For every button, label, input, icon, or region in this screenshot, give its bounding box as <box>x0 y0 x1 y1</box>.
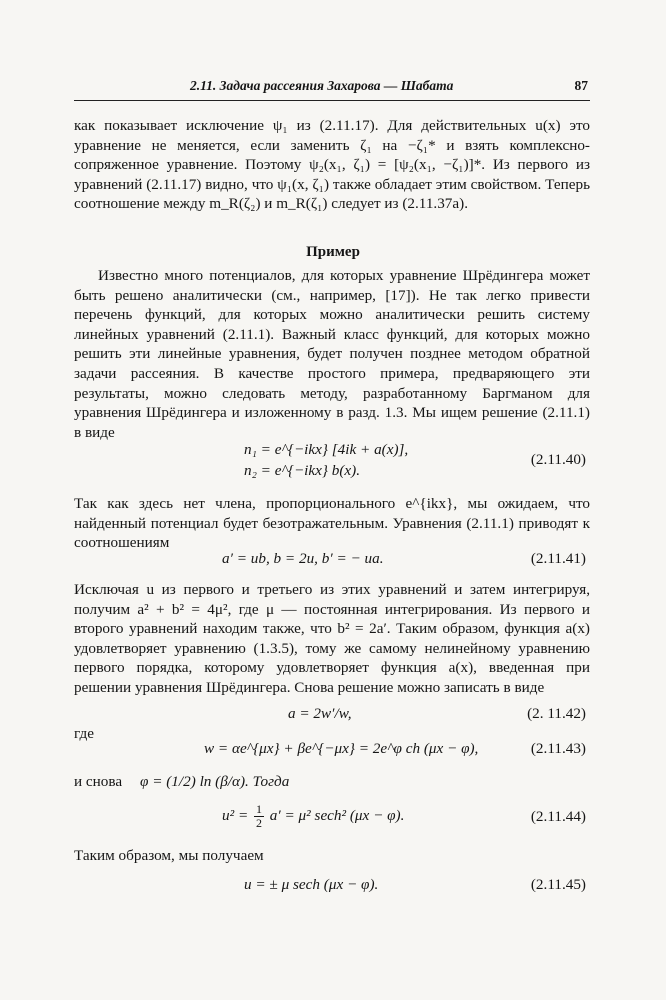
equation-2-11-40-line2: n₂ = e^{−ikx} b(x). <box>244 462 361 479</box>
running-title: 2.11. Задача рассеяния Захарова — Шабата <box>190 78 454 93</box>
phi-definition: φ = (1/2) ln (β/α). Тогда <box>140 773 290 790</box>
fraction-numerator: 1 <box>256 802 262 816</box>
paragraph-continuation: как показывает исключение ψ₁ из (2.11.17). Для действительных u(x) это уравнение не меняется, если заменить ζ₁ на −ζ₁* и взять комплексно-сопряженное уравнение. Поэтому ψ₂(x₁, ζ₁) = [ψ₂(x₁, −ζ₁)]*. Из первого из уравнений (2.11.17) видно, что ψ₁(x, ζ₁) также обладает этим свойством. Теперь соотношение между m_R(ζ₂) и m_R(ζ₁) следует из (2.11.37а). <box>74 117 590 213</box>
equation-number-2-11-45: (2.11.45) <box>530 876 586 893</box>
equation-number-2-11-41: (2.11.41) <box>530 550 586 567</box>
paragraph-reflectionless: Так как здесь нет члена, пропорционального e^{ikx}, мы ожидаем, что найденный потенциал будет безотражательным. Уравнения (2.11.1) приводят к соотношениям <box>74 495 590 552</box>
paragraph-example: Известно много потенциалов, для которых уравнение Шрёдингера может быть решено аналитически (см., например, [17]). Не так легко привести перечень функций, для которых можно аналитически решить систему линейных уравнений (2.11.1). Важный класс функций, для которых можно решить эти линейные уравнения, будет получен позднее методом обратной задачи рассеяния. В качестве простого примера, предваряющего эти результаты, можно следовать методу, разработанному Баргманом для уравнения Шрёдингера и изложенному в разд. 1.3. Мы ищем решение (2.11.1) в виде <box>74 267 590 441</box>
equation-2-11-44-left: u² = <box>222 806 249 824</box>
equation-number-2-11-44: (2.11.44) <box>530 808 586 825</box>
label-i-snova: и снова <box>74 773 123 790</box>
paragraph-integration: Исключая u из первого и третьего из этих уравнений и затем интегрируя, получим a² + b² = 4μ², где μ — постоянная интегрирования. Из первого и второго уравнений находим также, что b² = 2a′. Таким образом, функция a(x) удовлетворяет уравнению (1.3.5), тому же самому нелинейному уравнению первого порядка, которому удовлетворяет функция a(x), введенная при решении уравнения Шрёдингера. Снова решение можно записать в виде <box>74 581 590 696</box>
fraction-one-half <box>254 803 264 830</box>
equation-2-11-43: w = αe^{μx} + βe^{−μx} = 2e^φ ch (μx − φ), <box>204 740 479 757</box>
section-heading: Пример <box>306 244 360 260</box>
equation-number-2-11-40: (2.11.40) <box>530 451 586 468</box>
equation-2-11-44-right: a′ = μ² sech² (μx − φ). <box>269 806 405 824</box>
equation-number-2-11-43: (2.11.43) <box>530 740 586 757</box>
fraction-denominator: 2 <box>256 816 262 830</box>
equation-2-11-42: a = 2w′/w, <box>288 705 352 722</box>
running-header <box>74 78 590 101</box>
equation-2-11-40-line1: n₁ = e^{−ikx} [4ik + a(x)], <box>244 441 409 458</box>
page-number: 87 <box>574 78 588 93</box>
equation-2-11-45: u = ± μ sech (μx − φ). <box>244 876 379 893</box>
paragraph-conclusion: Таким образом, мы получаем <box>74 847 264 864</box>
equation-2-11-44 <box>222 803 404 830</box>
equation-number-2-11-42: (2. 11.42) <box>527 705 586 722</box>
label-gde: где <box>74 725 94 742</box>
equation-2-11-41: a′ = ub, b = 2u, b′ = − ua. <box>222 550 384 567</box>
